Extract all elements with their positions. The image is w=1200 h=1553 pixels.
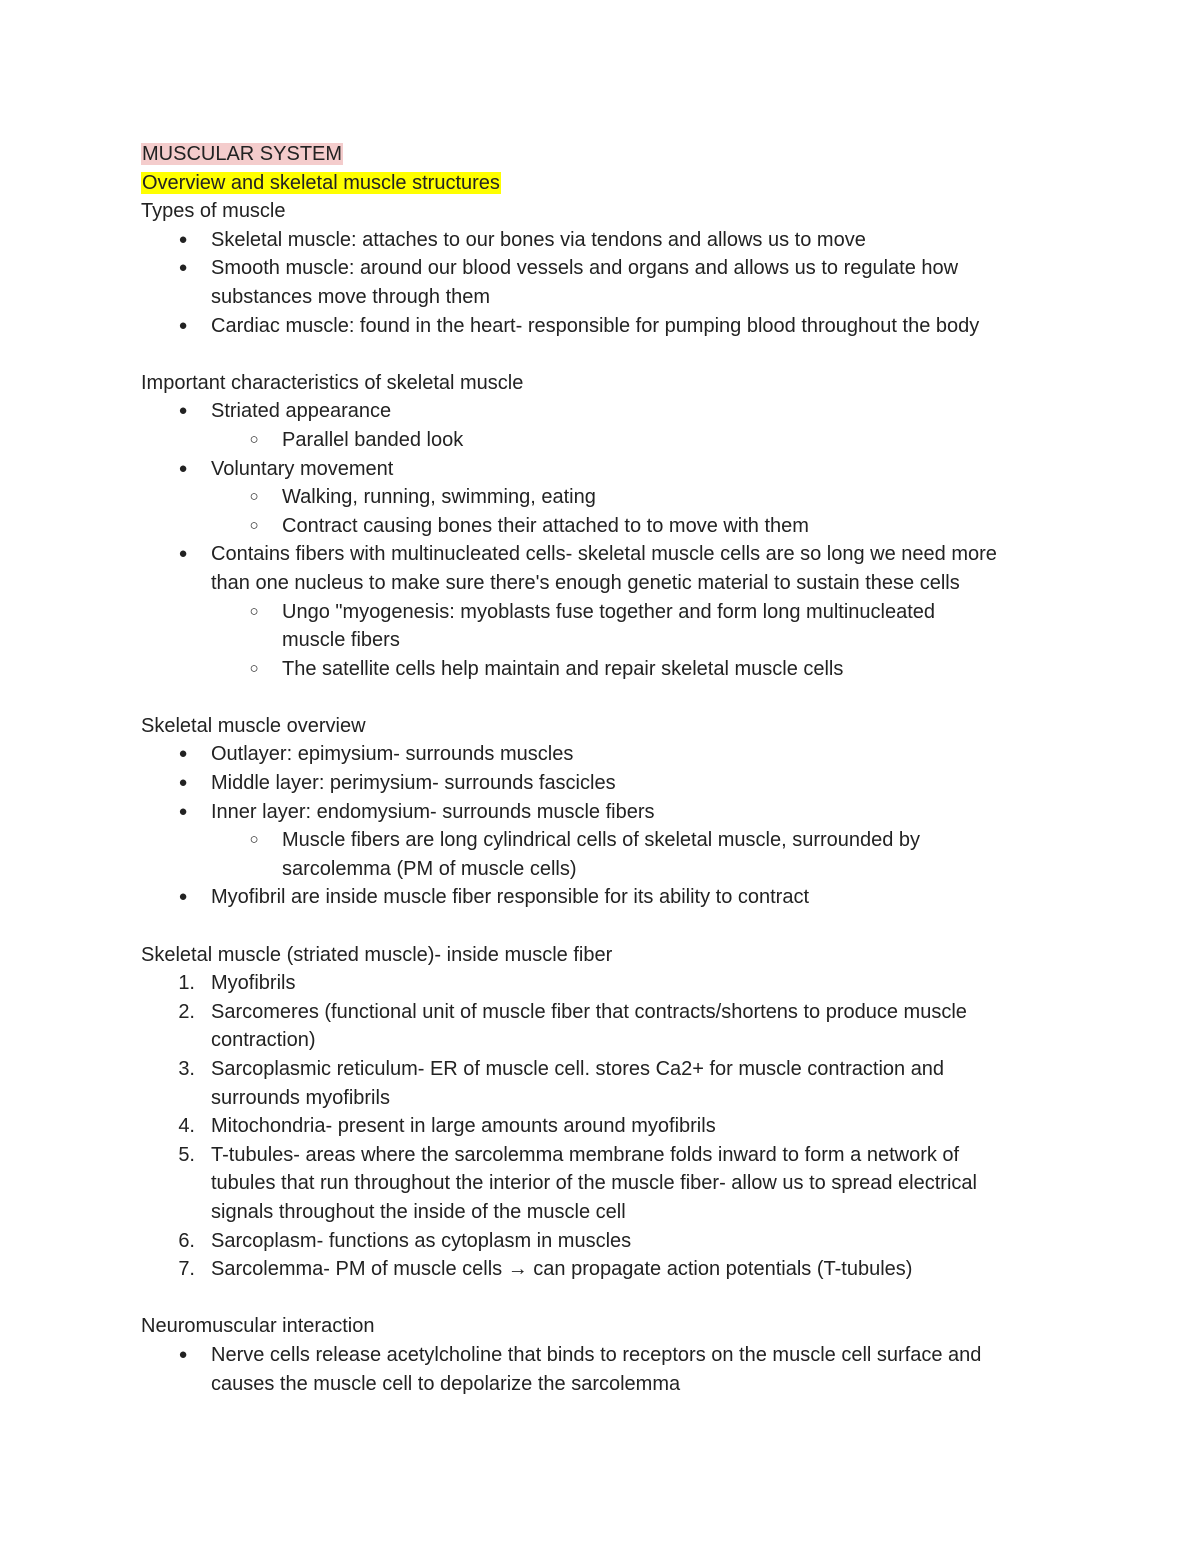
item-number: 3. [178, 1058, 195, 1080]
document-page [141, 140, 1071, 1398]
sub-list-item-text: Contract causing bones their attached to to move with them [282, 514, 809, 537]
numbered-item-text: Myofibrils [211, 972, 296, 995]
document-title: MUSCULAR SYSTEM [142, 143, 343, 165]
list-item-text: Myofibril are inside muscle fiber responsible for its ability to contract [211, 886, 810, 909]
list-item [141, 226, 1071, 255]
spacer [141, 1284, 1071, 1313]
list-item-text: causes the muscle cell to depolarize the sarcolemma [211, 1372, 681, 1395]
list-item-text: Voluntary movement [211, 457, 394, 480]
sub-list-item [141, 426, 1071, 455]
sub-list-item [141, 483, 1071, 512]
numbered-item [141, 1227, 1071, 1256]
sub-list-item [141, 655, 1071, 684]
numbered-item-continuation [141, 1026, 1071, 1055]
list-item [141, 1341, 1071, 1370]
sub-list-item [141, 826, 1071, 855]
numbered-item-text: tubules that run throughout the interior of the muscle fiber- allow us to spread electrical [211, 1172, 977, 1195]
list-item [141, 769, 1071, 798]
numbered-item-continuation [141, 1198, 1071, 1227]
list-item-text: Cardiac muscle: found in the heart- responsible for pumping blood throughout the body [211, 314, 980, 337]
sub-list-item-text: sarcolemma (PM of muscle cells) [282, 857, 577, 880]
numbered-item [141, 998, 1071, 1027]
circle-bullet-icon: ○ [249, 831, 259, 849]
sub-list-item-continuation [141, 855, 1071, 884]
numbered-item-text: Sarcoplasmic reticulum- ER of muscle cell. stores Ca2+ for muscle contraction and [211, 1058, 945, 1080]
section-heading: Types of muscle [141, 200, 286, 223]
list-item [141, 798, 1071, 827]
sub-list-item-text: Ungo "myogenesis: myoblasts fuse together and form long multinucleated [282, 600, 936, 623]
numbered-item-text: Sarcolemma- PM of muscle cells → can propagate action potentials (T-tubules) [211, 1258, 913, 1281]
bullet-icon: ● [178, 230, 188, 248]
sub-list-item-text: Parallel banded look [282, 428, 464, 451]
item-number: 2. [178, 1000, 195, 1023]
list-item-text: Inner layer: endomysium- surrounds muscle fibers [211, 800, 655, 823]
sub-list-item-text: Walking, running, swimming, eating [282, 486, 596, 509]
list-item [141, 883, 1071, 912]
list-item-text: Nerve cells release acetylcholine that binds to receptors on the muscle cell surface and [211, 1343, 982, 1366]
bullet-icon: ● [178, 316, 188, 334]
bullet-icon: ● [178, 402, 188, 420]
list-item-text: Contains fibers with multinucleated cells- skeletal muscle cells are so long we need more [211, 543, 997, 566]
item-number: 5. [178, 1143, 195, 1166]
bullet-icon: ● [178, 459, 188, 477]
section-heading: Skeletal muscle overview [141, 714, 366, 737]
circle-bullet-icon: ○ [249, 488, 259, 506]
list-item-text: Outlayer: epimysium- surrounds muscles [211, 743, 574, 766]
document-subtitle: Overview and skeletal muscle structures [142, 171, 500, 194]
numbered-item-text: Sarcoplasm- functions as cytoplasm in muscles [211, 1229, 632, 1252]
list-item [141, 740, 1071, 769]
numbered-item [141, 1255, 1071, 1284]
numbered-item-text: T-tubules- areas where the sarcolemma membrane folds inward to form a network of [211, 1143, 960, 1166]
item-number: 4. [178, 1115, 195, 1138]
numbered-item [141, 1141, 1071, 1170]
sub-list-item-text: The satellite cells help maintain and repair skeletal muscle cells [282, 657, 844, 680]
list-item-continuation [141, 283, 1071, 312]
item-number: 6. [178, 1229, 195, 1252]
bullet-icon: ● [178, 545, 188, 563]
item-number: 7. [178, 1258, 195, 1281]
list-item-text: Skeletal muscle: attaches to our bones via tendons and allows us to move [211, 228, 866, 251]
circle-bullet-icon: ○ [249, 516, 259, 534]
spacer [141, 912, 1071, 941]
numbered-item-text: contraction) [211, 1029, 316, 1052]
numbered-item-text: surrounds myofibrils [211, 1086, 390, 1109]
numbered-item-continuation [141, 1084, 1071, 1113]
list-item-text: Smooth muscle: around our blood vessels and organs and allows us to regulate how [211, 257, 959, 280]
circle-bullet-icon: ○ [249, 659, 259, 677]
numbered-item [141, 1112, 1071, 1141]
list-item [141, 397, 1071, 426]
list-item-text: Middle layer: perimysium- surrounds fascicles [211, 772, 616, 795]
bullet-icon: ● [178, 259, 188, 277]
numbered-item-text: Mitochondria- present in large amounts around myofibrils [211, 1115, 716, 1138]
spacer [141, 340, 1071, 369]
bullet-icon: ● [178, 888, 188, 906]
list-item-continuation [141, 569, 1071, 598]
sub-list-item-continuation [141, 626, 1071, 655]
list-item-text: substances move through them [211, 285, 491, 308]
list-item [141, 455, 1071, 484]
circle-bullet-icon: ○ [249, 430, 259, 448]
section-heading: Important characteristics of skeletal muscle [141, 371, 524, 394]
numbered-item-text: Sarcomeres (functional unit of muscle fiber that contracts/shortens to produce muscle [211, 1000, 967, 1023]
subtitle-line [141, 169, 1071, 198]
title-line [141, 140, 1071, 169]
list-item [141, 540, 1071, 569]
circle-bullet-icon: ○ [249, 602, 259, 620]
numbered-item [141, 969, 1071, 998]
section-heading: Skeletal muscle (striated muscle)- inside muscle fiber [141, 943, 613, 966]
list-item [141, 254, 1071, 283]
list-item-text: than one nucleus to make sure there's enough genetic material to sustain these cells [211, 571, 960, 594]
section-heading: Neuromuscular interaction [141, 1315, 375, 1338]
sub-list-item-text: Muscle fibers are long cylindrical cells of skeletal muscle, surrounded by [282, 829, 921, 852]
numbered-item-text: signals throughout the inside of the muscle cell [211, 1200, 626, 1223]
list-item [141, 312, 1071, 341]
numbered-item [141, 1055, 1071, 1084]
numbered-item-continuation [141, 1169, 1071, 1198]
list-item-text: Striated appearance [211, 400, 392, 423]
list-item-continuation [141, 1370, 1071, 1399]
sub-list-item [141, 598, 1071, 627]
bullet-icon: ● [178, 802, 188, 820]
bullet-icon: ● [178, 774, 188, 792]
bullet-icon: ● [178, 1345, 188, 1363]
sub-list-item [141, 512, 1071, 541]
item-number: 1. [178, 972, 195, 995]
spacer [141, 683, 1071, 712]
bullet-icon: ● [178, 745, 188, 763]
sub-list-item-text: muscle fibers [282, 629, 400, 652]
